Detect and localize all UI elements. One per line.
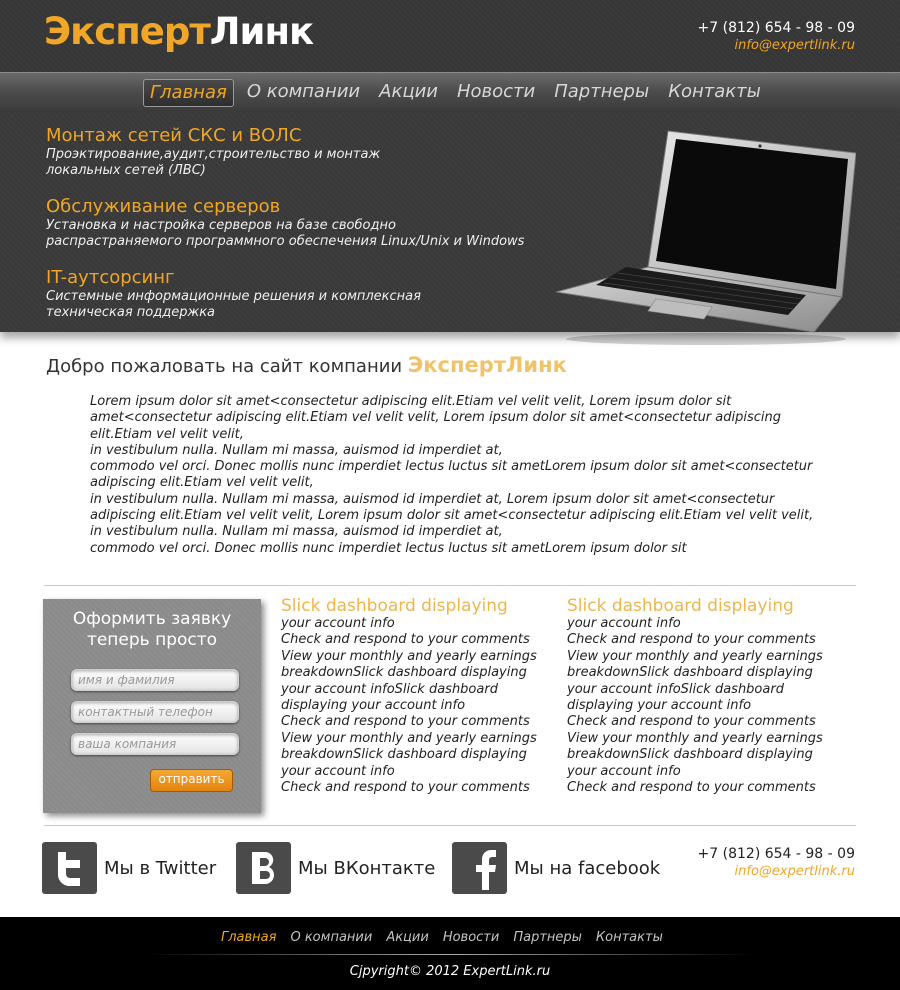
service-title[interactable]: Обслуживание серверов	[46, 196, 281, 217]
social-twitter[interactable]	[42, 842, 216, 894]
request-form	[43, 599, 261, 813]
phone-field[interactable]	[71, 701, 239, 723]
nav-item-news[interactable]: Новости	[456, 81, 536, 102]
laptop-image	[556, 127, 856, 352]
site-header	[0, 0, 900, 72]
column-line: Check and respond to your comments	[281, 632, 530, 648]
service-desc-line: Системные информационные решения и комплексная	[46, 289, 421, 304]
service-desc-line: распраcтраняемого программного обеспечения Linux/Unix и Windows	[46, 234, 525, 249]
column-line: View your monthly and yearly earnings breakdownSlick dashboard displaying your account info	[567, 730, 823, 779]
service-outsourcing	[46, 267, 566, 321]
service-servers	[46, 196, 566, 250]
twitter-icon[interactable]	[42, 842, 97, 894]
column-line: Check and respond to your comments	[567, 714, 816, 730]
footer-nav-news[interactable]: Новости	[442, 930, 500, 945]
service-title[interactable]: Монтаж сетей СКС и ВОЛС	[46, 125, 302, 146]
column-line: your account info	[567, 616, 681, 631]
nav-item-home[interactable]: Главная	[143, 79, 234, 107]
column-line: Check and respond to your comments	[281, 714, 530, 730]
intro-paragraph: Lorem ipsum dolor sit amet<consectetur adipiscing elit.Etiam vel velit velit, Lorem ipsum dolor sit amet<consectetur adipiscing elit.Etiam vel velit velit, Lorem ipsum dolor sit amet<consectetur adipiscing elit.Etiam vel velit velit,	[90, 394, 781, 442]
service-sks	[46, 125, 566, 179]
welcome-heading	[46, 353, 567, 377]
footer-nav-about[interactable]: О компании	[290, 930, 373, 945]
facebook-icon[interactable]	[452, 842, 507, 894]
footer-nav	[221, 930, 677, 945]
intro-paragraph: in vestibulum nulla. Nullam mi massa, auismod id imperdiet at,	[90, 524, 503, 540]
divider	[44, 825, 856, 826]
logo-part-1: Эксперт	[44, 10, 210, 53]
nav-item-promotions[interactable]: Акции	[379, 81, 438, 102]
header-contacts	[698, 20, 855, 54]
column-line: Check and respond to your comments	[281, 780, 530, 796]
footer-nav-contacts[interactable]: Контакты	[595, 930, 663, 945]
social-label[interactable]: Мы на facebook	[514, 857, 661, 879]
social-label[interactable]: Мы ВКонтакте	[298, 857, 436, 879]
column-line: View your monthly and yearly earnings breakdownSlick dashboard displaying your account infoSlick dashboard displaying your account info	[281, 648, 537, 714]
intro-paragraph: in vestibulum nulla. Nullam mi massa, auismod id imperdiet at, Lorem ipsum dolor sit amet<consectetur adipiscing elit.Etiam vel velit velit, Lorem ipsum dolor sit amet<consectetur adipiscing elit.Etiam vel velit velit,	[90, 491, 814, 524]
welcome-prefix: Добро пожаловать на сайт компании	[46, 356, 403, 377]
footer-email-link[interactable]: info@expertlink.ru	[734, 864, 855, 879]
service-desc-line: техническая поддержка	[46, 305, 216, 320]
column-line: your account info	[281, 616, 395, 631]
copyright: Cjpyright© 2012 ExpertLink.ru	[349, 964, 551, 979]
social-vk[interactable]	[236, 842, 435, 894]
company-field[interactable]	[71, 733, 239, 755]
column-title: Slick dashboard displaying	[567, 596, 794, 616]
footer-divider	[145, 954, 755, 955]
divider	[44, 585, 856, 586]
service-desc-line: локальных сетей (ЛВС)	[46, 163, 206, 178]
nav-item-about[interactable]: О компании	[246, 81, 361, 102]
column-line: Check and respond to your comments	[567, 780, 816, 796]
footer-nav-partners[interactable]: Партнеры	[513, 930, 582, 945]
welcome-brand: ЭкспертЛинк	[407, 353, 567, 377]
form-title-line: Оформить заявку	[72, 609, 232, 629]
column-line: View your monthly and yearly earnings breakdownSlick dashboard displaying your account info	[281, 730, 537, 779]
column-line: Check and respond to your comments	[567, 632, 816, 648]
hero-banner	[0, 113, 900, 332]
intro-paragraph: in vestibulum nulla. Nullam mi massa, auismod id imperdiet at,	[90, 442, 503, 458]
info-column-1	[281, 596, 556, 796]
column-title: Slick dashboard displaying	[281, 596, 508, 616]
vk-icon[interactable]	[236, 842, 291, 894]
name-field[interactable]	[71, 669, 239, 691]
header-phone: +7 (812) 654 - 98 - 09	[697, 20, 855, 36]
form-title	[43, 609, 261, 651]
logo-part-2: Линк	[209, 10, 314, 53]
site-footer	[0, 917, 900, 990]
footer-nav-promotions[interactable]: Акции	[386, 930, 429, 945]
main-nav	[0, 72, 900, 113]
nav-item-partners[interactable]: Партнеры	[554, 81, 650, 102]
service-title[interactable]: IT-аутсорсинг	[46, 267, 175, 288]
intro-paragraph: commodo vel orci. Donec mollis nunc imperdiet lectus luctus sit ametLorem ipsum dolor sit amet<consectetur adipiscing elit.Etiam vel velit velit,	[90, 459, 813, 491]
intro-paragraph: commodo vel orci. Donec mollis nunc imperdiet lectus luctus sit ametLorem ipsum dolor sit	[90, 540, 687, 556]
site-logo[interactable]	[44, 10, 313, 54]
social-label[interactable]: Мы в Twitter	[104, 857, 217, 879]
header-email-link[interactable]: info@expertlink.ru	[734, 38, 855, 53]
footer-phone: +7 (812) 654 - 98 - 09	[697, 846, 855, 862]
social-facebook[interactable]	[452, 842, 660, 894]
service-desc-line: Установка и настройка серверов на базе свободно	[46, 218, 396, 233]
form-title-line: теперь просто	[86, 630, 218, 650]
intro-text	[90, 394, 820, 557]
column-line: View your monthly and yearly earnings breakdownSlick dashboard displaying your account infoSlick dashboard displaying your account info	[567, 648, 823, 714]
submit-button[interactable]: отправить	[150, 769, 233, 792]
info-column-2	[567, 596, 842, 796]
footer-nav-home[interactable]: Главная	[221, 930, 277, 945]
service-desc-line: Проэктирование,аудит,строительство и монтаж	[46, 147, 381, 162]
nav-item-contacts[interactable]: Контакты	[668, 81, 761, 102]
footer-contacts	[698, 846, 855, 880]
